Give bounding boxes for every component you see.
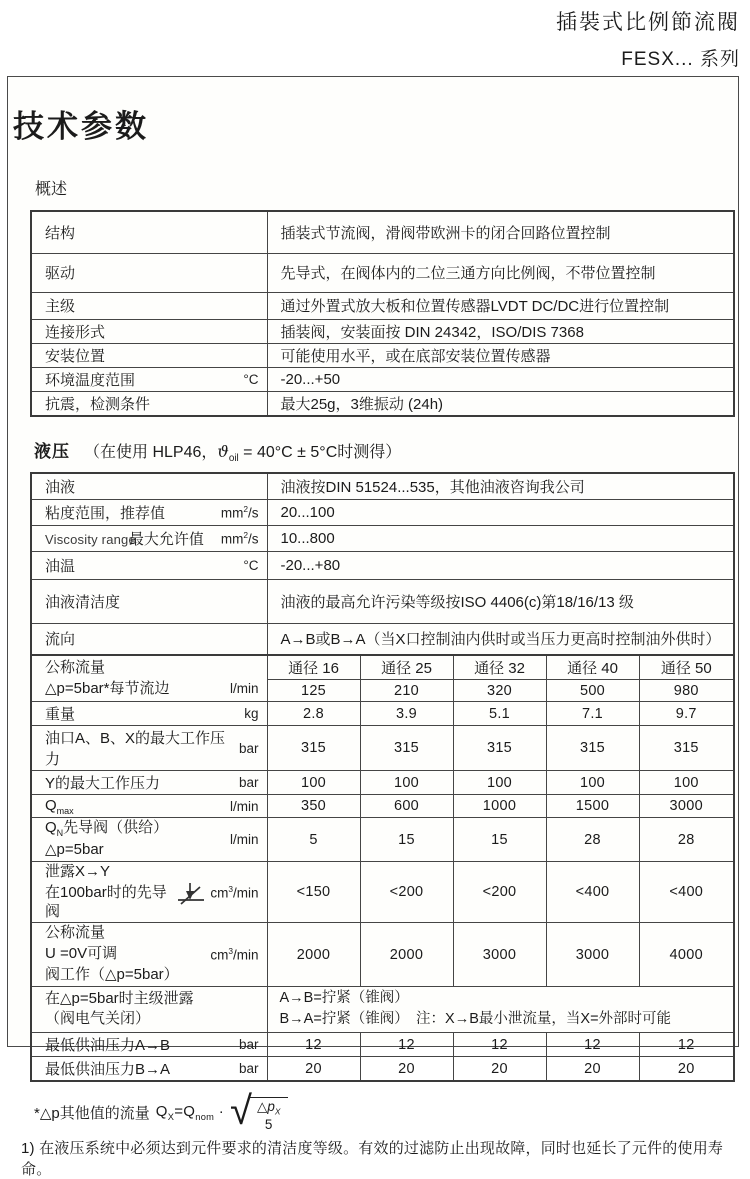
table-row [31, 986, 734, 1033]
cell-value: 2000 [360, 923, 453, 986]
doc-header [556, 6, 740, 71]
page-title: 技术参数 [13, 109, 149, 144]
row-label: $Q_N$先导阀（供给） △p=5bar [45, 819, 169, 859]
table-row [31, 253, 734, 292]
row-label: 连接形式 [45, 323, 106, 341]
cell-value: 125 [267, 680, 360, 702]
col-header: 通径 32 [453, 655, 546, 680]
table-row [31, 552, 734, 580]
row-unit: bar [238, 740, 259, 756]
cell-value: 5 [267, 818, 360, 862]
cell-value: 315 [639, 726, 734, 771]
cell-value: 315 [453, 726, 546, 771]
row-label: 油口A、B、X的最大工作压力 [45, 730, 226, 769]
row-label: 安装位置 [45, 347, 106, 365]
row-value: 可能使用水平，或在底部安装位置传感器 [267, 343, 734, 367]
cell-value: 600 [360, 795, 453, 818]
row-value: -20...+50 [267, 367, 734, 391]
row-value: -20...+80 [267, 552, 734, 580]
cell-value: <400 [546, 862, 639, 923]
row-unit: kg [244, 706, 259, 722]
col-header: 通径 40 [546, 655, 639, 680]
table-row [31, 526, 734, 552]
row-label: 抗震，检测条件 [45, 395, 151, 413]
section-overview-heading: 概述 [35, 181, 68, 198]
cell-value: 100 [267, 771, 360, 795]
row-label: 油液 [45, 478, 76, 496]
cell-value: 320 [453, 680, 546, 702]
cell-value: 2000 [267, 923, 360, 986]
table-row [31, 726, 734, 771]
table-row [31, 862, 734, 923]
col-header: 通径 25 [360, 655, 453, 680]
row-label: 流向 [45, 631, 76, 649]
table-row [31, 771, 734, 795]
sheet-border [7, 76, 739, 1179]
row-label: 环境温度范围 [45, 371, 136, 389]
row-value: 插装式节流阀，滑阀带欧洲卡的闭合回路位置控制 [267, 211, 734, 253]
cell-value: 9.7 [639, 702, 734, 726]
cell-value: <200 [360, 862, 453, 923]
row-label: 油液清洁度 [45, 594, 121, 612]
row-value: 10...800 [267, 526, 734, 552]
row-label: 重量 [45, 706, 76, 724]
row-unit: °C [243, 371, 259, 387]
row-label: 在△p=5bar时主级泄露 （阀电气关闭） [45, 989, 194, 1028]
row-unit: l/min [229, 798, 259, 814]
row-unit: bar [238, 1061, 259, 1077]
row-unit: l/min [229, 832, 259, 848]
table-row [31, 500, 734, 526]
cell-value: 1000 [453, 795, 546, 818]
table-row: 公称流量 △p=5bar*每节流边 l/min 通径 16 通径 25 通径 32 通径 40 通径 50 [31, 655, 734, 680]
cell-value: 20 [267, 1057, 360, 1082]
table-row [31, 473, 734, 500]
row-value: 油液按DIN 51524...535，其他油液咨询我公司 [267, 473, 734, 500]
row-label: 驱动 [45, 265, 76, 282]
table-row [31, 624, 734, 655]
cell-value: 315 [267, 726, 360, 771]
table-row [31, 1057, 734, 1082]
cell-value: 100 [453, 771, 546, 795]
cell-value: 100 [639, 771, 734, 795]
cell-value: 3000 [453, 923, 546, 986]
row-label: 最低供油压力A→B [45, 1037, 171, 1055]
doc-title: 插裝式比例節流閥 [556, 11, 740, 34]
theta-symbol: ϑ [217, 441, 229, 461]
row-unit: l/min [229, 680, 259, 696]
cell-value: 12 [453, 1033, 546, 1057]
col-header: 通径 50 [639, 655, 734, 680]
row-unit: bar [238, 1037, 259, 1053]
row-value: 插装阀，安装面按 DIN 24342，ISO/DIS 7368 [267, 319, 734, 343]
cell-value: 3.9 [360, 702, 453, 726]
row-label: Y的最大工作压力 [45, 775, 161, 793]
cell-value: 7.1 [546, 702, 639, 726]
cell-value: 315 [546, 726, 639, 771]
row-value: A→B或B→A（当X口控制油内供时或当压力更高时控制油外供时） [267, 624, 734, 655]
cell-value: 15 [360, 818, 453, 862]
row-value: A→B=拧紧（锥阀） B→A=拧紧（锥阀） 注：X→B最小泄流量，当X=外部时可能 [267, 986, 734, 1033]
row-unit: $mm^2/s$ [220, 530, 259, 547]
cell-value: 12 [639, 1033, 734, 1057]
table-row [31, 391, 734, 416]
cell-value: 12 [360, 1033, 453, 1057]
row-unit: $mm^2/s$ [220, 504, 259, 521]
row-label: 油温 [45, 558, 76, 576]
row-label: Viscosity range最大允许值 [45, 531, 204, 549]
row-label: $Q_{max}$ [45, 796, 74, 816]
row-unit: °C [243, 558, 259, 574]
table-row [31, 818, 734, 862]
row-unit: $cm^3/\min$ [176, 879, 258, 905]
cell-value: 12 [267, 1033, 360, 1057]
cell-value: 980 [639, 680, 734, 702]
leakage-drain-icon [176, 879, 206, 905]
cell-value: 20 [546, 1057, 639, 1082]
cell-value: 28 [546, 818, 639, 862]
cell-value: 2.8 [267, 702, 360, 726]
section-hydraulic-heading [34, 437, 738, 464]
cell-value: 500 [546, 680, 639, 702]
cell-value: 1500 [546, 795, 639, 818]
cell-value: 4000 [639, 923, 734, 986]
footnote-1: 1) 在液压系统中必须达到元件要求的清洁度等级。有效的过滤防止出现故障，同时也延长了元件的使用寿命。 [21, 1140, 724, 1179]
row-label: 泄露X→Y 在100bar时的先导阀 [45, 863, 167, 920]
row-value: 最大25g，3维振动 (24h) [267, 391, 734, 416]
cell-value: 15 [453, 818, 546, 862]
cell-value: 20 [639, 1057, 734, 1082]
row-unit: bar [238, 775, 259, 791]
col-header: 通径 16 [267, 655, 360, 680]
cell-value: 210 [360, 680, 453, 702]
cell-value: 3000 [546, 923, 639, 986]
table-row [31, 702, 734, 726]
row-unit: $cm^3/\min$ [210, 946, 259, 963]
cell-value: 100 [546, 771, 639, 795]
cell-value: <200 [453, 862, 546, 923]
table-row [31, 795, 734, 818]
cell-value: 315 [360, 726, 453, 771]
row-value: 先导式，在阀体内的二位三通方向比例阀，不带位置控制 [267, 253, 734, 292]
row-label: 结构 [45, 224, 76, 242]
size-table [30, 654, 735, 1082]
table-row [31, 319, 734, 343]
row-value: 通过外置式放大板和位置传感器LVDT DC/DC进行位置控制 [267, 292, 734, 319]
hydraulic-heading-label: 液压 [34, 441, 70, 461]
table-row [31, 367, 734, 391]
cell-value: 28 [639, 818, 734, 862]
doc-series: FESX... 系列 [621, 49, 740, 70]
table-row [31, 1033, 734, 1057]
cell-value: <400 [639, 862, 734, 923]
row-value: 油液的最高允许污染等级按ISO 4406(c)第18/16/13 级 [267, 580, 734, 624]
formula-text: *△p其他值的流量 [34, 1105, 150, 1123]
table-row [31, 343, 734, 367]
hydraulic-heading-condition: （在使用 HLP46，$ϑ_{oil} = 40^\circ C \pm 5^\circ C$时测得） [84, 441, 402, 464]
row-value: 20...100 [267, 500, 734, 526]
cell-value: 5.1 [453, 702, 546, 726]
row-label: 粘度范围，推荐值 [45, 505, 166, 523]
cell-value: 20 [360, 1057, 453, 1082]
general-table [30, 210, 735, 417]
cell-value: 100 [360, 771, 453, 795]
cell-value: <150 [267, 862, 360, 923]
formula-equation: $Q_X=Q_{nom}$ · [155, 1103, 224, 1123]
table-row [31, 580, 734, 624]
table-row [31, 211, 734, 253]
hydraulic-table [30, 472, 735, 656]
sqrt-radical: √ $\triangle p_X$ 5 [230, 1094, 288, 1131]
cell-value: 12 [546, 1033, 639, 1057]
row-label: 最低供油压力B→A [45, 1061, 171, 1079]
row-label: 公称流量 [45, 658, 106, 676]
cell-value: 20 [453, 1057, 546, 1082]
table-row [31, 923, 734, 986]
table-row [31, 292, 734, 319]
formula-footnote [34, 1088, 738, 1133]
row-label: 主级 [45, 298, 76, 315]
row-label: 公称流量 U =0V可调 阀工作（△p=5bar） [45, 924, 179, 983]
cell-value: 3000 [639, 795, 734, 818]
cell-value: 350 [267, 795, 360, 818]
